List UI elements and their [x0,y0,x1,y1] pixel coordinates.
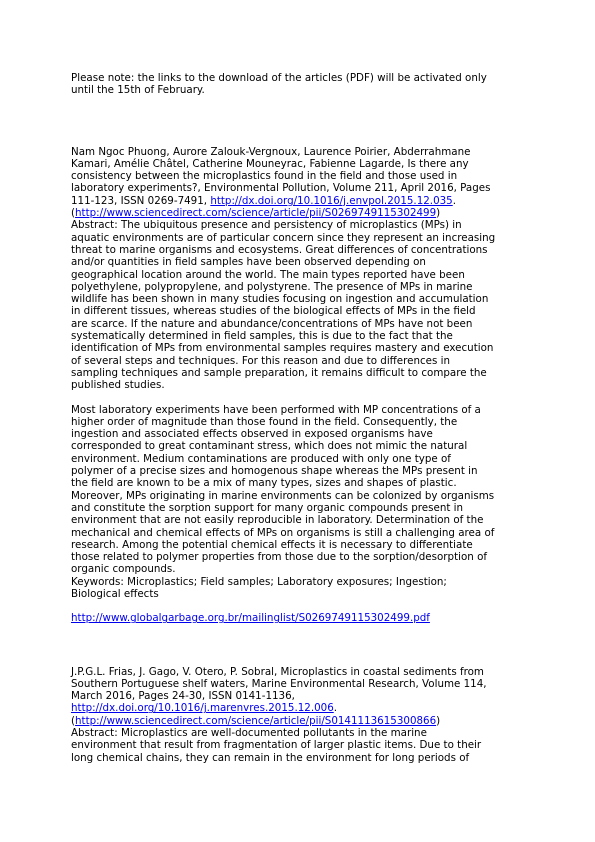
notice-line: until the 15th of February. [71,84,205,97]
article-2-citation [71,666,531,727]
citation-line: March 2016, Pages 24-30, ISSN 0141-1136, [71,690,295,703]
sciencedirect-link[interactable]: http://www.sciencedirect.com/science/article/pii/S0141113615300866 [75,714,437,727]
open-paren: ( [71,714,76,727]
notice-paragraph [71,72,531,97]
sciencedirect-line [71,207,531,219]
abstract-line: research. Among the potential chemical effects it is necessary to differentiate [71,538,473,551]
doi-line [71,702,531,714]
article-2-abstract [71,727,531,764]
doi-link[interactable]: http://dx.doi.org/10.1016/j.marenvres.2015.12.006 [71,702,334,715]
abstract-line: wildlife has been shown in many studies focusing on ingestion and accumulation [71,293,489,306]
document-body [71,72,531,764]
abstract-line: the field are known to be a mix of many types, sizes and shapes of plastic. [71,477,457,490]
citation-line: consistency between the microplastics found in the field and those used in [71,170,458,183]
abstract-line: aquatic environments are of particular concern since they represent an increasing [71,231,496,244]
citation-line: J.P.G.L. Frias, J. Gago, V. Otero, P. Sobral, Microplastics in coastal sediments from [71,665,484,678]
close-paren: ) [436,207,441,220]
abstract-line: identification of MPs from environmental samples requires mastery and execution [71,342,494,355]
abstract-line: those related to polymer properties from those due to the sorption/desorption of [71,551,487,564]
sciencedirect-line [71,715,531,727]
abstract-line: and/or quantities in field samples have been observed depending on [71,256,426,269]
abstract-line: published studies. [71,379,165,392]
abstract-line: threat to marine organisms and ecosystems. Great differences of concentrations [71,243,488,256]
abstract-line: environment that are not easily reproducible in laboratory. Determination of the [71,514,484,527]
doi-suffix: . [333,702,338,715]
article-1-keywords [71,576,531,601]
article-1 [71,146,531,625]
citation-line: Nam Ngoc Phuong, Aurore Zalouk-Vergnoux, Laurence Poirier, Abderrahmane [71,145,471,158]
abstract-line: polymer of a precise sizes and homogenous shape whereas the MPs present in [71,465,478,478]
citation-line [71,195,531,207]
article-1-citation [71,146,531,220]
abstract-line: of several steps and techniques. For this reason and due to differences in [71,354,450,367]
doi-link[interactable]: http://dx.doi.org/10.1016/j.envpol.2015.12.035 [210,194,453,207]
article-2 [71,666,531,764]
abstract-line: corresponded to great contaminant stress, which does not mimic the natural [71,440,468,453]
abstract-line: Most laboratory experiments have been performed with MP concentrations of a [71,403,481,416]
abstract-line: environment. Medium contaminations are produced with only one type of [71,452,451,465]
abstract-line: mechanical and chemical effects of MPs on organisms is still a challenging area of [71,526,495,539]
abstract-line: organic compounds. [71,563,176,576]
abstract-line: long chemical chains, they can remain in the environment for long periods of [71,751,470,764]
abstract-line: geographical location around the world. The main types reported have been [71,268,465,281]
citation-pages: 111-123, ISSN 0269-7491, [71,194,211,207]
abstract-line: environment that result from fragmentation of larger plastic items. Due to their [71,739,482,752]
abstract-line: are scarce. If the nature and abundance/concentrations of MPs have not been [71,317,473,330]
abstract-line: and constitute the sorption support for many organic compounds present in [71,501,464,514]
abstract-line: sampling techniques and sample preparation, it remains difficult to compare the [71,366,487,379]
pdf-download-link[interactable]: http://www.globalgarbage.org.br/mailinglist/S0269749115302499.pdf [71,612,430,625]
pdf-line [71,612,531,624]
abstract-line: higher order of magnitude than those found in the field. Consequently, the [71,415,458,428]
notice-line: Please note: the links to the download of the articles (PDF) will be activated only [71,72,487,84]
abstract-line: in different tissues, whereas studies of the biological effects of MPs in the field [71,305,476,318]
keywords-line: Biological effects [71,587,159,600]
article-1-abstract-p1 [71,219,531,391]
open-paren: ( [71,207,76,220]
abstract-line: systematically determined in field samples, this is due to the fact that the [71,330,453,343]
citation-line: laboratory experiments?, Environmental Pollution, Volume 211, April 2016, Pages [71,182,491,195]
doi-suffix: . [452,194,456,207]
citation-line: Southern Portuguese shelf waters, Marine Environmental Research, Volume 114, [71,677,487,690]
citation-line: Kamari, Amélie Châtel, Catherine Mouneyrac, Fabienne Lagarde, Is there any [71,157,469,170]
abstract-line: Moreover, MPs originating in marine environments can be colonized by organisms [71,489,495,502]
article-1-abstract-p2 [71,404,531,576]
abstract-line: Abstract: Microplastics are well-documented pollutants in the marine [71,727,427,740]
abstract-line: Abstract: The ubiquitous presence and persistency of microplastics (MPs) in [71,219,462,232]
sciencedirect-link[interactable]: http://www.sciencedirect.com/science/article/pii/S0269749115302499 [75,207,437,220]
abstract-line: ingestion and associated effects observed in exposed organisms have [71,428,433,441]
close-paren: ) [436,714,441,727]
abstract-line: polyethylene, polypropylene, and polystyrene. The presence of MPs in marine [71,280,473,293]
keywords-line: Keywords: Microplastics; Field samples; Laboratory exposures; Ingestion; [71,575,447,588]
